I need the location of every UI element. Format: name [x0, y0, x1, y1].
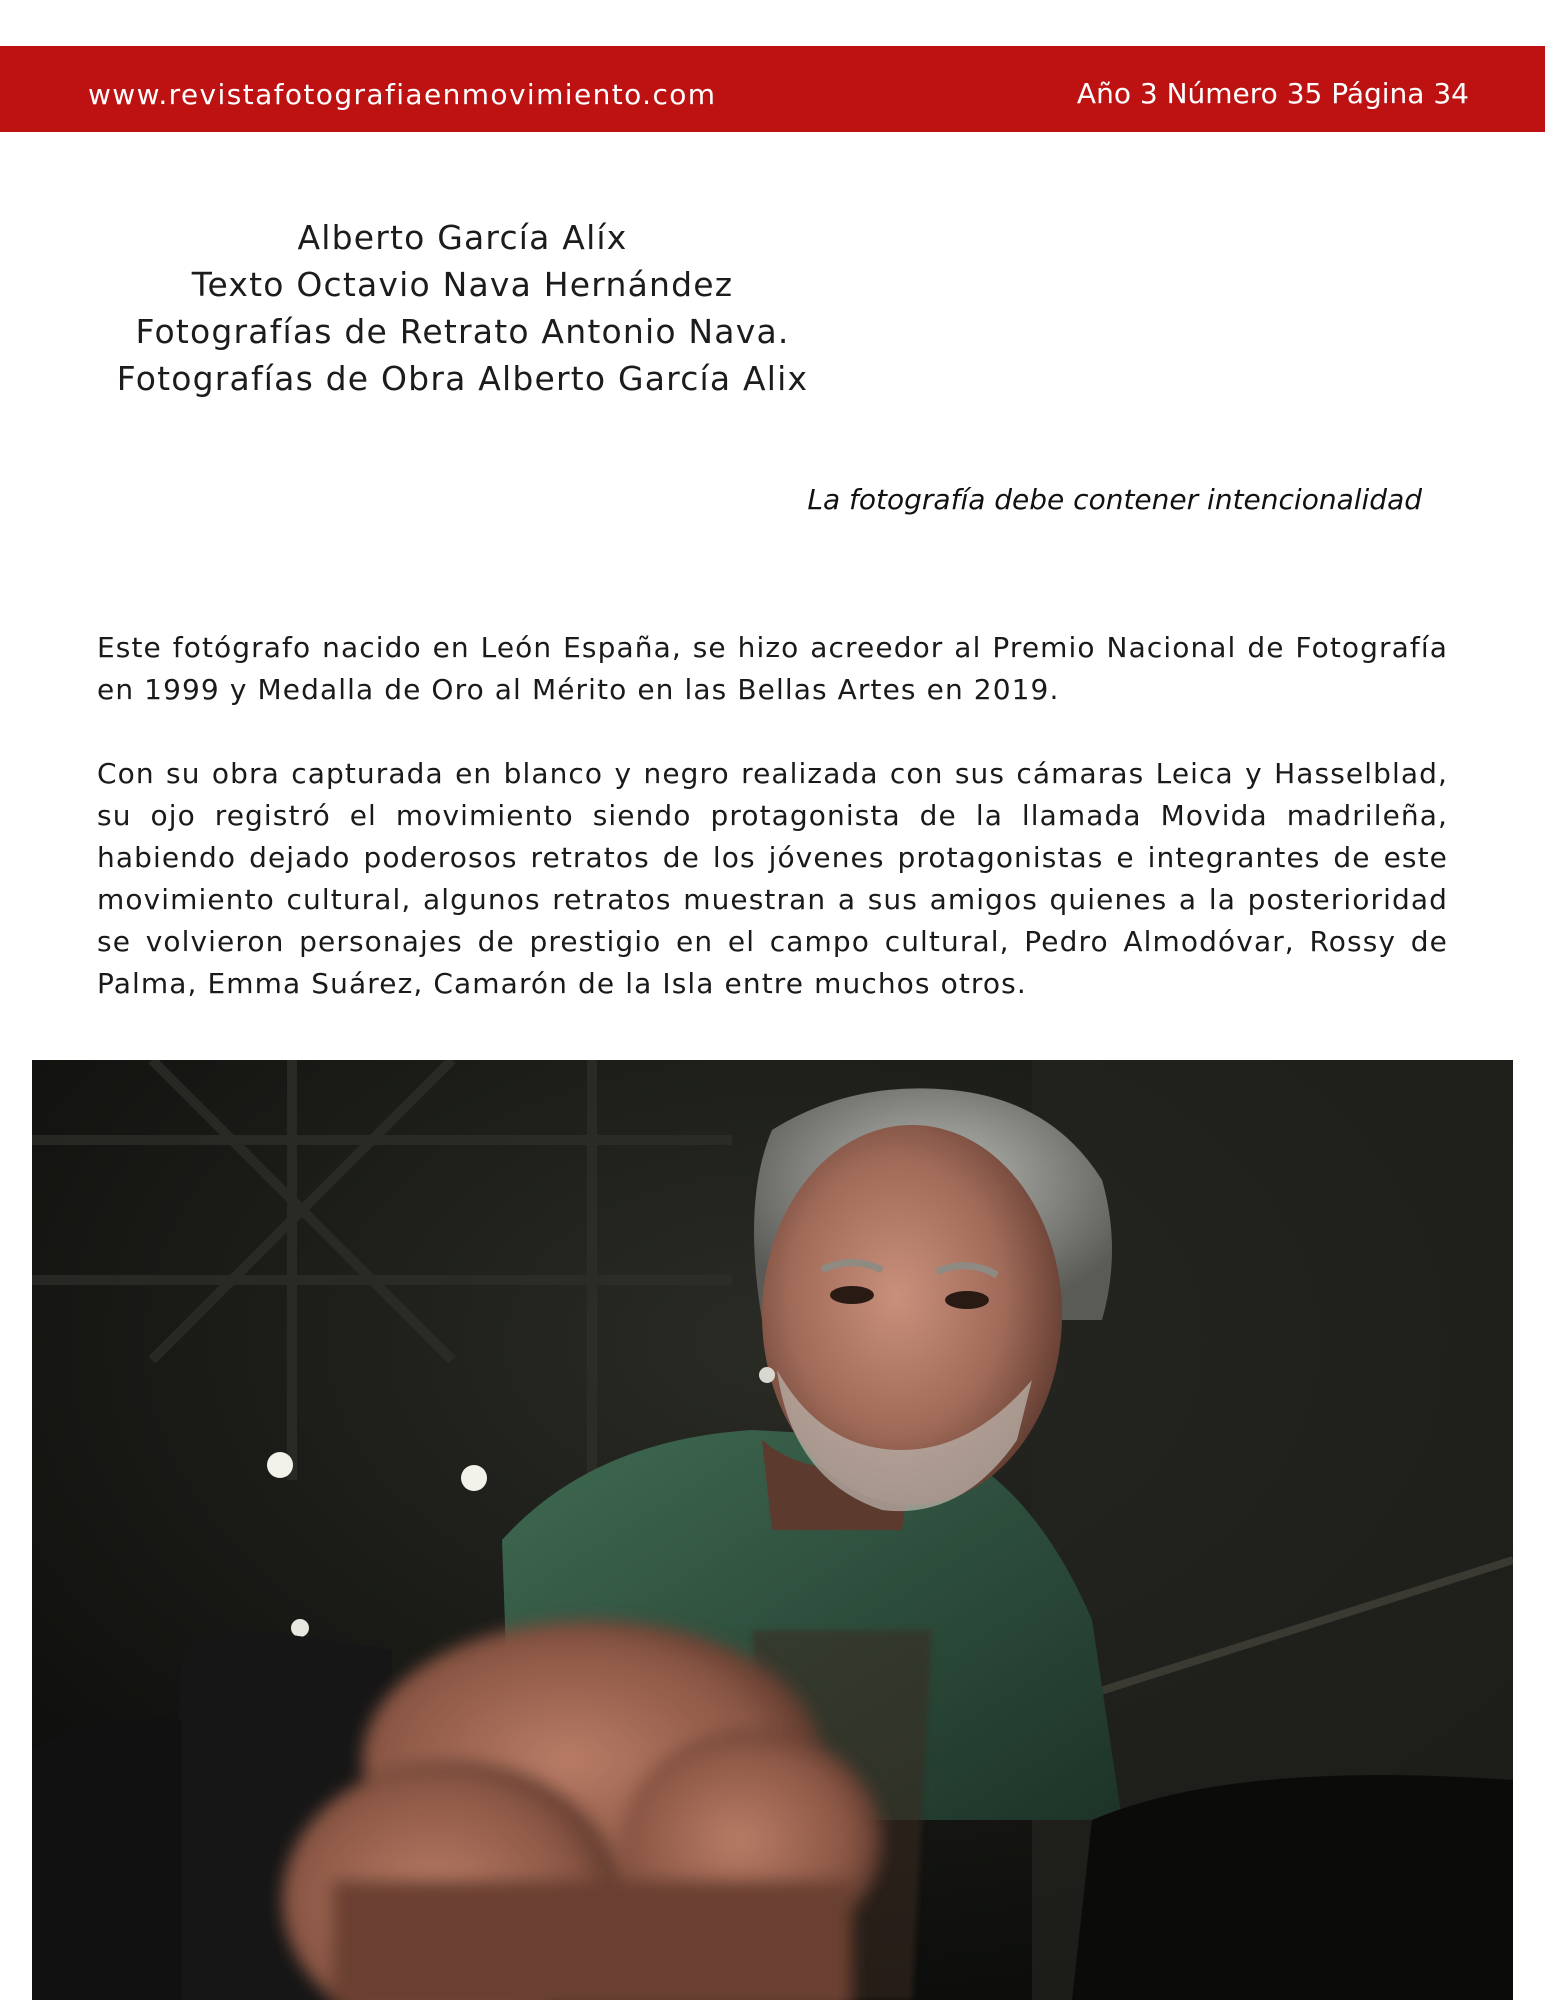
- light: [267, 1452, 293, 1478]
- earring: [759, 1367, 775, 1383]
- epigraph-quote: La fotografía debe contener intencionalidad: [807, 483, 1422, 516]
- leather-chair: [32, 1718, 182, 2000]
- paragraph: Este fotógrafo nacido en León España, se hizo acreedor al Premio Nacional de Fotografía en 1999 y Medalla de Oro al Mérito en las Bellas Artes en 2019.: [97, 631, 1448, 706]
- article-subject: Alberto García Alíx: [297, 218, 628, 257]
- website-url[interactable]: www.revistafotografiaenmovimiento.com: [88, 78, 717, 111]
- article-credits: [95, 214, 830, 402]
- portrait-photo-illustration: [32, 1060, 1513, 2000]
- text-author: Texto Octavio Nava Hernández: [191, 265, 734, 304]
- work-photographer: Fotografías de Obra Alberto García Alix: [116, 359, 809, 398]
- eye: [830, 1286, 874, 1304]
- light: [461, 1465, 487, 1491]
- portrait-photographer: Fotografías de Retrato Antonio Nava.: [135, 312, 790, 351]
- eye: [945, 1291, 989, 1309]
- paragraph: Con su obra capturada en blanco y negro realizada con sus cámaras Leica y Hasselblad, su ojo registró el movimiento siendo protagonista de la llamada Movida madrileña, habiendo dejado poderosos retratos de los jóvenes protagonistas e integrantes de este movimiento cultural, algunos retratos muestran a sus amigos quienes a la posterioridad se volvieron personajes de prestigio en el campo cultural, Pedro Almodóvar, Rossy de Palma, Emma Suárez, Camarón de la Isla entre muchos otros.: [97, 757, 1448, 1000]
- header-bar: [0, 46, 1545, 132]
- article-body: [97, 627, 1448, 1047]
- light: [291, 1619, 309, 1637]
- issue-page-info: Año 3 Número 35 Página 34: [1076, 77, 1469, 110]
- portrait-photo: [32, 1060, 1513, 2000]
- dark-clothing: [1072, 1775, 1513, 2000]
